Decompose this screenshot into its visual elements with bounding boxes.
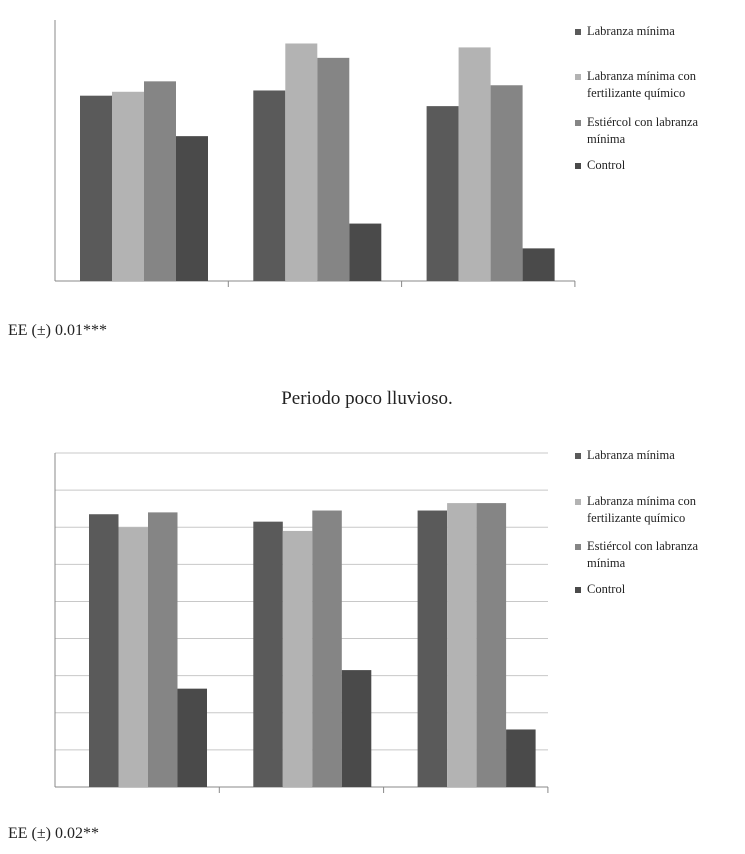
- bar: [176, 136, 208, 281]
- bar: [477, 503, 507, 787]
- legend-label: Estiércol con labranza mínima: [587, 115, 699, 146]
- legend-label: Labranza mínima con fertilizante químico: [587, 494, 696, 525]
- legend-swatch: [575, 120, 581, 126]
- bar: [178, 689, 208, 787]
- bar: [491, 85, 523, 281]
- note-2: EE (±) 0.02**: [8, 825, 99, 842]
- legend-label: Control: [587, 158, 626, 172]
- chart-2: [55, 448, 699, 793]
- bar: [312, 511, 342, 787]
- bar: [112, 92, 144, 281]
- legend-label: Labranza mínima: [587, 448, 675, 462]
- bar: [89, 514, 119, 787]
- legend-swatch: [575, 453, 581, 459]
- note-1: EE (±) 0.01***: [8, 322, 107, 339]
- bar: [253, 522, 282, 787]
- bar: [506, 729, 535, 787]
- bar: [283, 531, 313, 787]
- bar: [427, 106, 459, 281]
- bar: [148, 512, 178, 787]
- legend-label: Control: [587, 582, 626, 596]
- legend-label: Labranza mínima: [587, 24, 675, 38]
- bar: [418, 511, 448, 787]
- bar: [523, 248, 555, 281]
- legend-swatch: [575, 544, 581, 550]
- bar: [119, 527, 149, 787]
- legend-swatch: [575, 163, 581, 169]
- bar: [285, 43, 317, 281]
- bar: [349, 224, 381, 281]
- bar: [144, 81, 176, 281]
- legend-swatch: [575, 74, 581, 80]
- chart-1: [55, 20, 699, 287]
- bar: [459, 47, 491, 281]
- legend-swatch: [575, 587, 581, 593]
- legend-swatch: [575, 29, 581, 35]
- legend-label: Labranza mínima con fertilizante químico: [587, 69, 696, 100]
- caption: Periodo poco lluvioso.: [281, 388, 453, 409]
- legend-swatch: [575, 499, 581, 505]
- bar: [253, 90, 285, 281]
- legend-label: Estiércol con labranza mínima: [587, 539, 699, 570]
- bar: [317, 58, 349, 281]
- bar: [447, 503, 477, 787]
- bar: [80, 96, 112, 281]
- bar: [342, 670, 372, 787]
